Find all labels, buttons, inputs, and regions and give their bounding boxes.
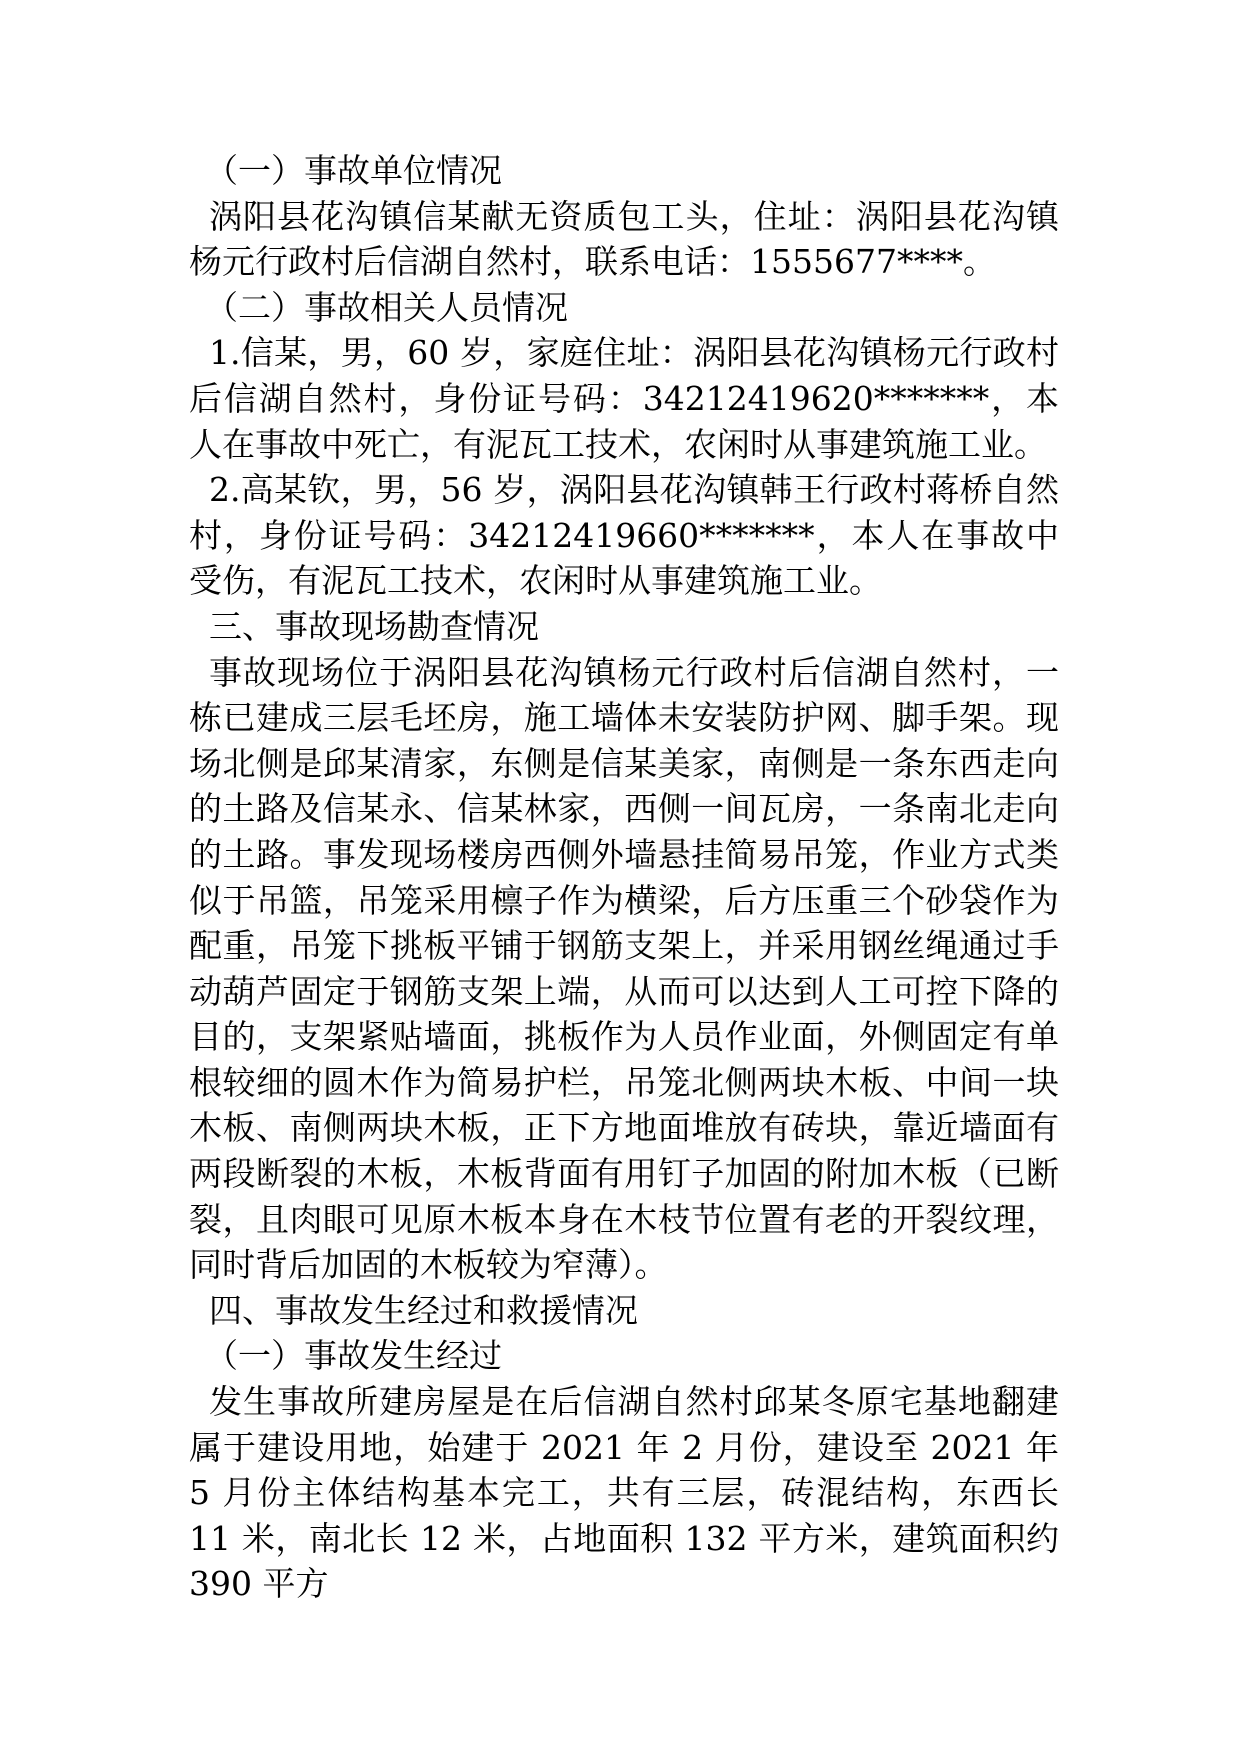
section-heading-related-persons: （二）事故相关人员情况 (205, 287, 568, 327)
document-body (189, 148, 1059, 1607)
paragraph-person-2: 2.高某钦，男，56 岁，涡阳县花沟镇韩王行政村蒋桥自然村，身份证号码：34212419660*******，本人在事故中受伤，有泥瓦工技术，农闲时从事建筑施工业。 (189, 470, 1059, 601)
paragraph-site-survey: 事故现场位于涡阳县花沟镇杨元行政村后信湖自然村，一栋已建成三层毛坯房，施工墙体未安装防护网、脚手架。现场北侧是邱某清家，东侧是信某美家，南侧是一条东西走向的土路及信某永、信某林家，西侧一间瓦房，一条南北走向的土路。事发现场楼房西侧外墙悬挂简易吊笼，作业方式类似于吊篮，吊笼采用檩子作为横梁，后方压重三个砂袋作为配重，吊笼下挑板平铺于钢筋支架上，并采用钢丝绳通过手动葫芦固定于钢筋支架上端，从而可以达到人工可控下降的目的，支架紧贴墙面，挑板作为人员作业面，外侧固定有单根较细的圆木作为简易护栏，吊笼北侧两块木板、中间一块木板、南侧两块木板，正下方地面堆放有砖块，靠近墙面有两段断裂的木板，木板背面有用钉子加固的附加木板（已断裂，且肉眼可见原木板本身在木枝节位置有老的开裂纹理，同时背后加固的木板较为窄薄）。 (189, 652, 1059, 1285)
section-heading-accident-process: 四、事故发生经过和救援情况 (209, 1290, 638, 1330)
paragraph-accident-unit: 涡阳县花沟镇信某献无资质包工头，住址：涡阳县花沟镇杨元行政村后信湖自然村，联系电话：1555677****。 (189, 196, 1059, 282)
section-heading-accident-occurrence: （一）事故发生经过 (205, 1336, 502, 1376)
paragraph-person-1: 1.信某，男，60 岁，家庭住址：涡阳县花沟镇杨元行政村后信湖自然村，身份证号码：34212419620*******，本人在事故中死亡，有泥瓦工技术，农闲时从事建筑施工业。 (189, 333, 1059, 464)
section-heading-accident-unit: （一）事故单位情况 (205, 151, 502, 190)
section-heading-site-survey: 三、事故现场勘查情况 (209, 606, 539, 646)
paragraph-accident-occurrence: 发生事故所建房屋是在后信湖自然村邱某冬原宅基地翻建属于建设用地，始建于 2021 年 2 月份，建设至 2021 年 5 月份主体结构基本完工，共有三层，砖混结构，东西长 11 米，南北长 12 米，占地面积 132 平方米，建筑面积约 390 平方 (189, 1382, 1059, 1604)
